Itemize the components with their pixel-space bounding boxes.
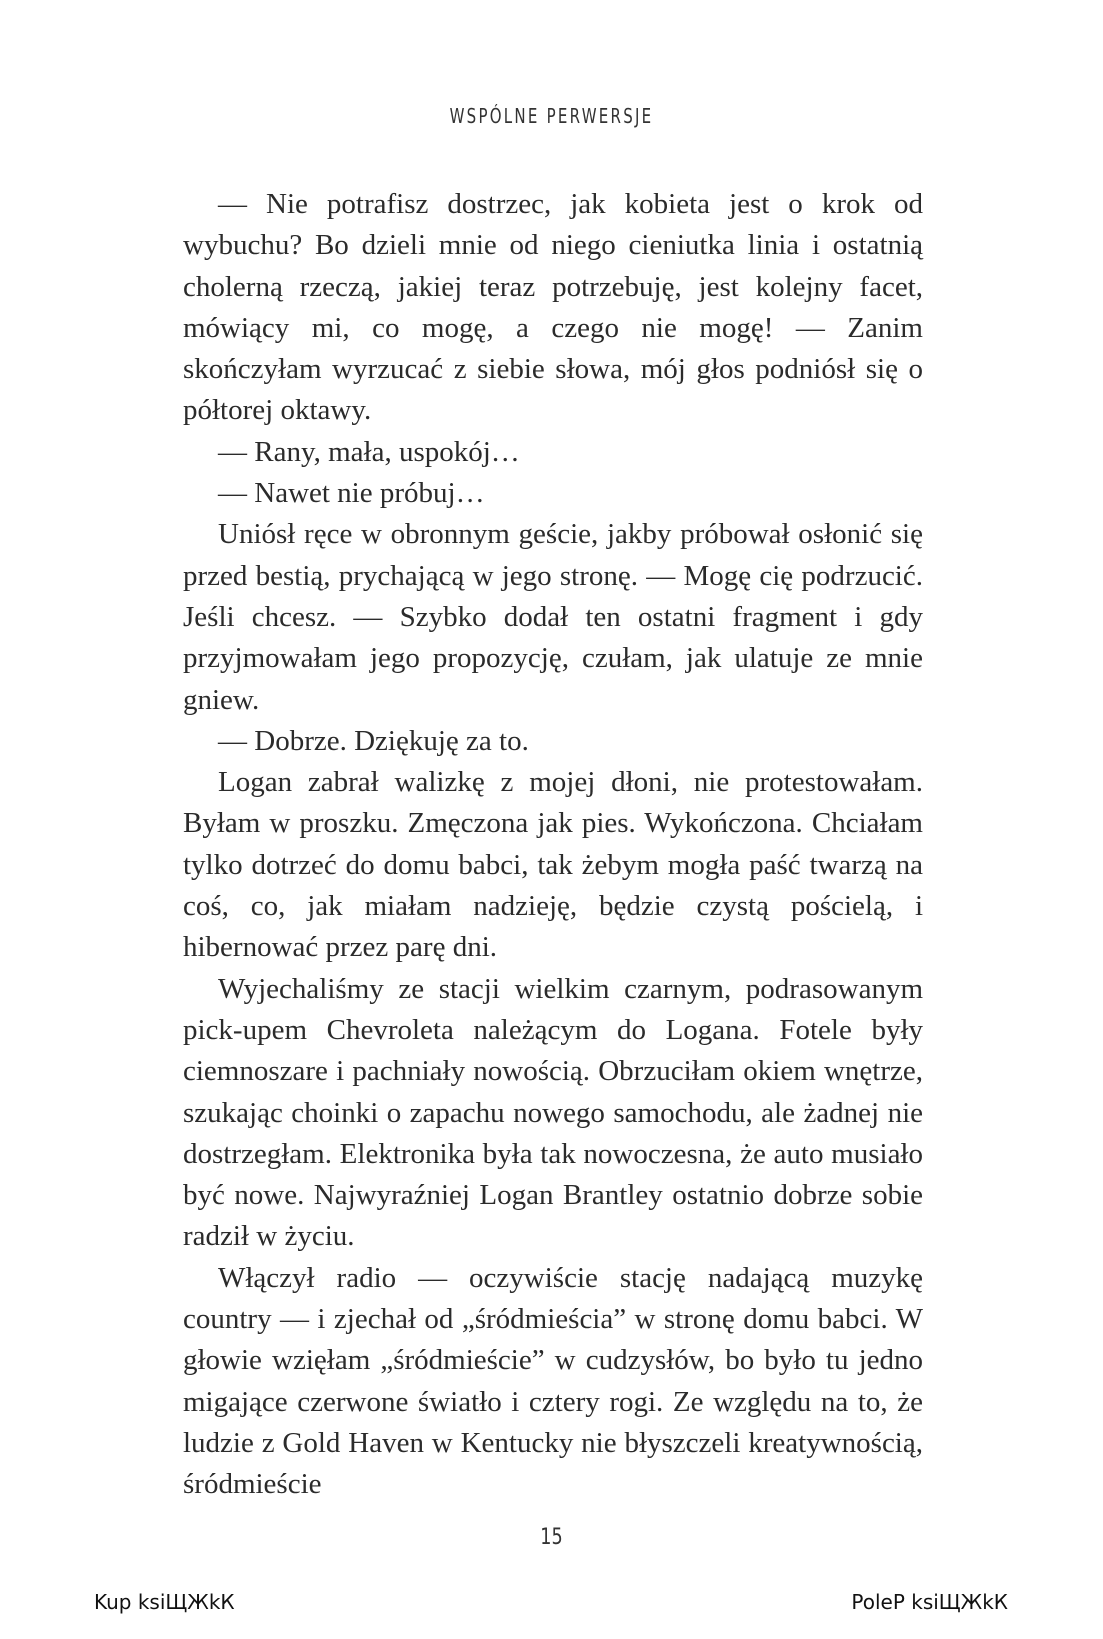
body-text — [183, 184, 923, 1506]
page-number: 15 — [540, 1525, 563, 1550]
paragraph: — Nawet nie próbuj… — [218, 477, 485, 510]
paragraph: Włączył radio — oczywiście stację nadającą muzykę country — i zjechał od „śródmieścia” w stronę domu babci. W głowie wzięłam „śródmieście” w cudzysłów, bo było tu jedno migające czerwone światło i cztery rogi. Ze względu na to, że ludzie z Gold Haven w Kentucky nie błyszczeli kreatywnością, śródmieście — [183, 1261, 923, 1501]
paragraph: — Rany, mała, uspokój… — [218, 435, 520, 468]
paragraph: Logan zabrał walizkę z mojej dłoni, nie protestowałam. Byłam w proszku. Zmęczona jak pies. Wykończona. Chciałam tylko dotrzeć do domu babci, tak żebym mogła paść twarzą na coś, co, jak miałam nadzieję, będzie czystą pościelą, i hibernować przez parę dni. — [183, 766, 923, 964]
paragraph: Wyjechaliśmy ze stacji wielkim czarnym, podrasowanym pick-upem Chevroleta należącym do Logana. Fotele były ciemnoszare i pachniały nowością. Obrzuciłam okiem wnętrze, szukając choinki o zapachu nowego samochodu, ale żadnej nie dostrzegłam. Elektronika była tak nowoczesna, że auto musiało być nowe. Najwyraźniej Logan Brantley ostatnio dobrze sobie radził w życiu. — [183, 972, 923, 1253]
recommend-book-link[interactable]: PoleР ksiЩЖkК — [851, 1590, 1008, 1614]
paragraph: — Dobrze. Dziękuję za to. — [218, 724, 529, 757]
paragraph: Uniósł ręce w obronnym geście, jakby próbował osłonić się przed bestią, prychającą w jego stronę. — Mogę cię podrzucić. Jeśli chcesz. — Szybko dodał ten ostatni fragment i gdy przyjmowałam jego propozycję, czułam, jak ulatuje ze mnie gniew. — [183, 518, 923, 716]
running-header-title: WSPÓLNE PERWERSJE — [449, 104, 654, 128]
paragraph: — Nie potrafisz dostrzec, jak kobieta jest o krok od wybuchu? Bo dzieli mnie od niego cieniutka linia i ostatnią cholerną rzeczą, jakiej teraz potrzebuję, jest kolejny facet, mówiący mi, co mogę, a czego nie mogę! — Zanim skończyłam wyrzucać z siebie słowa, mój głos podniósł się o półtorej oktawy. — [183, 188, 923, 427]
buy-book-link[interactable]: Kup ksiЩЖkК — [94, 1590, 235, 1614]
